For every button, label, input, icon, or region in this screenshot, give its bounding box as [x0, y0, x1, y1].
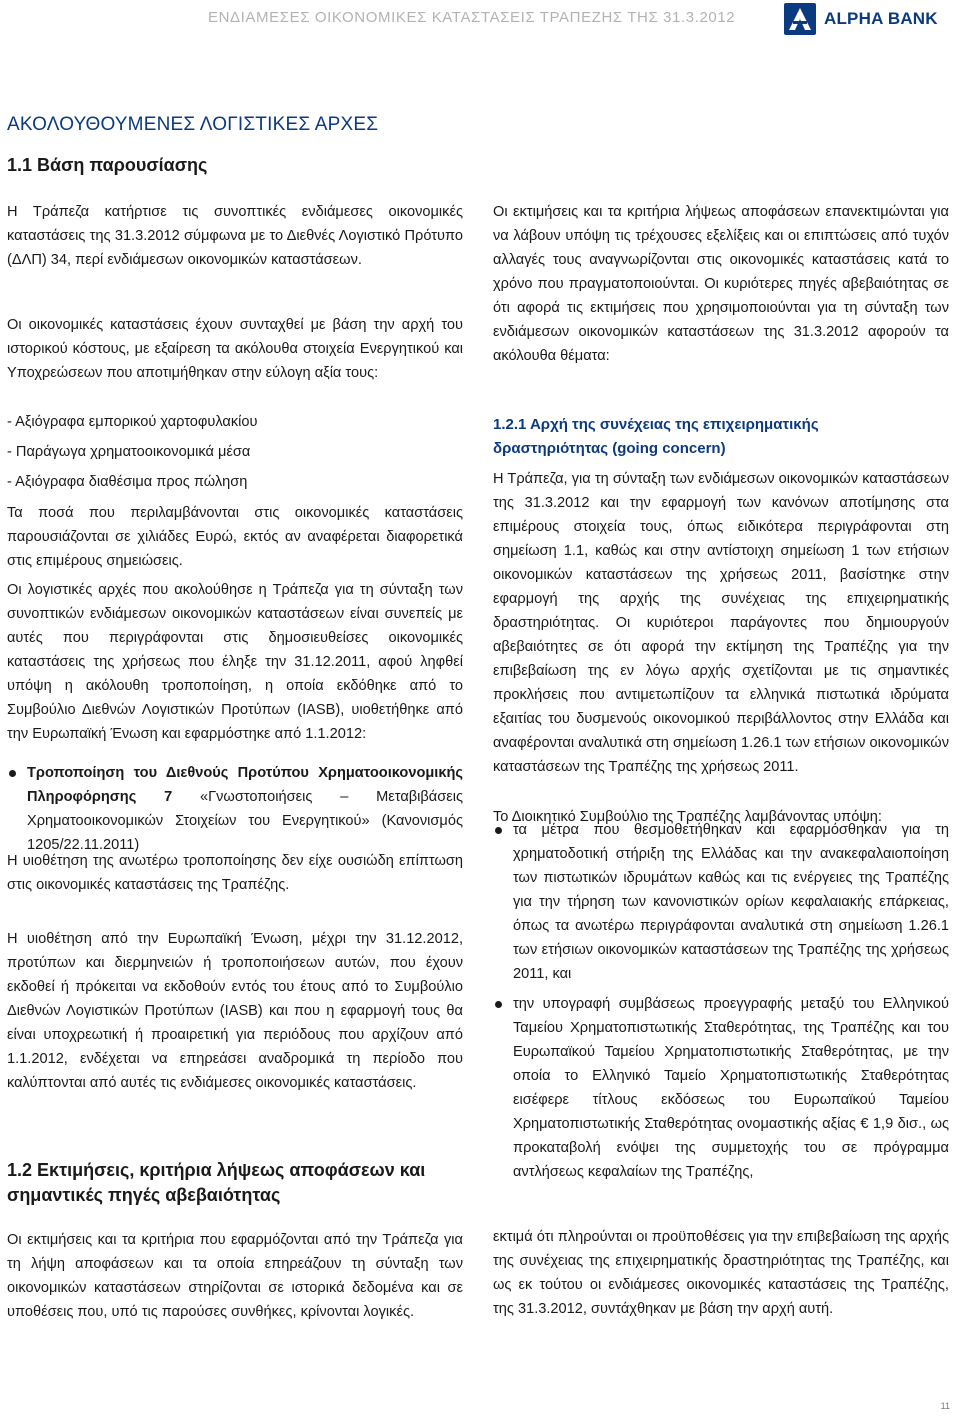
alpha-bank-logo-icon	[784, 3, 816, 35]
paragraph-estimates: Οι εκτιμήσεις και τα κριτήρια που εφαρμόζονται από την Τράπεζα για τη λήψη αποφάσεων και τα οποία επηρεάζουν τη σύνταξη των οικονομικών καταστάσεων στηρίζονται σε ιστορικά δεδομένα και σε υποθέσεις που, υπό τις παρούσες συνθήκες, κρίνονται λογικές.	[7, 1231, 463, 1320]
list-item-derivatives: - Παράγωγα χρηματοοικονομικά μέσα	[7, 443, 251, 460]
bullet-subscription-text: την υπογραφή συμβάσεως προεγγραφής μεταξύ του Ελληνικού Ταμείου Χρηματοπιστωτικής Σταθερότητας, της Τραπέζης και του Ευρωπαϊκού Ταμείου Χρηματοπιστωτικής Σταθερότητας, με την οποία το Ελληνικό Ταμείο Χρηματοπιστωτικής Σταθερότητας εισέφερε τίτλους εκδόσεως του Ευρωπαϊκού Ταμείου Χρηματοπιστωτικής Σταθερότητας ονομαστικής αξίας € 1,9 δισ., ως προκαταβολή ενόψει της συμμετοχής του σε πρόγραμμα αντλήσεως κεφαλαίων της Τραπέζης,	[513, 996, 949, 1180]
bullet-icon	[495, 1001, 502, 1008]
bullet-measures-text: τα μέτρα που θεσμοθετήθηκαν και εφαρμόσθηκαν για τη χρηματοδοτική στήριξη της Ελλάδας και την ανακεφαλαιοποίηση των πιστωτικών ιδρυμάτων καθώς και τις ενέργειες της Τραπέζης για την τήρηση των κανονιστικών ορίων κεφαλαιακής επάρκειας, όπως τα ανωτέρω περιγράφονται αναλυτικά στη σημείωση 1.26.1 των ετήσιων οικονομικών καταστάσεων της Τραπέζης της χρήσεως 2011, και	[513, 822, 949, 982]
paragraph-going-concern: Η Τράπεζα, για τη σύνταξη των ενδιάμεσων οικονομικών καταστάσεων της 31.3.2012 και την εφαρμογή των κανόνων αποτίμησης στα επιμέρους στοιχεία τους, όπως ειδικότερα περιγράφονται στη σημείωση 1.1, καθώς και στην αντίστοιχη σημείωση 1 των ετήσιων οικονομικών καταστάσεων της χρήσεως 2011, βασίστηκε στην εφαρμογή της αρχής της συνέχειας της επιχειρηματικής δραστηριότητας. Οι κυριότεροι παράγοντες που δημιουργούν αβεβαιότητες σε ότι αφορά την εκτίμηση της Τραπέζης για την επιβεβαίωση της εν λόγω αρχής σχετίζονται με τις σημαντικές προκλήσεις που αντιμετωπίζουν τα ελληνικά πιστωτικά ιδρύματα εξαιτίας του δυσμενούς οικονομικού περιβάλλοντος στην Ελλάδα και αναφέρονται αναλυτικά στη σημείωση 1.26.1 των ετήσιων οικονομικών καταστάσεων της Τραπέζης της χρήσεως 2011.	[493, 470, 949, 775]
bullet-icon	[9, 770, 16, 777]
paragraph-adoption-impact: Η υιοθέτηση της ανωτέρω τροποποίησης δεν είχε ουσιώδη επίπτωση στις οικονομικές καταστάσεις της Τραπέζης.	[7, 852, 463, 893]
heading-1-2: 1.2 Εκτιμήσεις, κριτήρια λήψεως αποφάσεων και σημαντικές πηγές αβεβαιότητας	[7, 1160, 426, 1205]
bullet-ifrs7	[7, 761, 463, 857]
header-title: ΕΝΔΙΑΜΕΣΕΣ ΟΙΚΟΝΟΜΙΚΕΣ ΚΑΤΑΣΤΑΣΕΙΣ ΤΡΑΠΕΖΗΣ ΤΗΣ 31.3.2012	[208, 9, 736, 26]
list-item-available-for-sale: - Αξιόγραφα διαθέσιμα προς πώληση	[7, 473, 248, 490]
paragraph-historical-cost: Οι οικονομικές καταστάσεις έχουν συνταχθεί με βάση την αρχή του ιστορικού κόστους, με εξαίρεση τα ακόλουθα στοιχεία Ενεργητικού και Υποχρεώσεων που αποτιμήθηκαν στην εύλογη αξία τους:	[7, 316, 463, 381]
paragraph-conclusion: εκτιμά ότι πληρούνται οι προϋποθέσεις για την επιβεβαίωση της αρχής της συνέχειας της επιχειρηματικής δραστηριότητας της Τραπέζης, και ως εκ τούτου οι ενδιάμεσες οικονομικές καταστάσεις της Τραπέζης, της 31.3.2012, συντάχθηκαν με βάση την αρχή αυτή.	[493, 1228, 949, 1317]
paragraph-amounts: Τα ποσά που περιλαμβάνονται στις οικονομικές καταστάσεις παρουσιάζονται σε χιλιάδες Ευρώ, εκτός αν αναφέρεται διαφορετικά στις επιμέρους σημειώσεις.	[7, 504, 463, 569]
section-title: ΑΚΟΛΟΥΘΟΥΜΕΝΕΣ ΛΟΓΙΣΤΙΚΕΣ ΑΡΧΕΣ	[7, 114, 379, 135]
paragraph-reassessment: Οι εκτιμήσεις και τα κριτήρια λήψεως αποφάσεων επανεκτιμώνται για να λάβουν υπόψη τις τρέχουσες εξελίξεις και οι επιπτώσεις από τυχόν αλλαγές τους αναγνωρίζονται στις οικονομικές καταστάσεις κατά το χρόνο που πραγματοποιούνται. Οι κυριότερες πηγές αβεβαιότητας σε ότι αφορά τις εκτιμήσεις που χρησιμοποιούνται για τη σύνταξη των ενδιάμεσων οικονομικών καταστάσεων της 31.3.2012 αφορούν τα ακόλουθα θέματα:	[493, 203, 949, 364]
page-number: 11	[940, 1401, 950, 1411]
bullet-ifrs7-bold: Τροποποίηση του Διεθνούς Προτύπου Χρηματοοικονομικής Πληροφόρησης 7	[27, 765, 463, 805]
heading-1-2-1: 1.2.1 Αρχή της συνέχειας της επιχειρηματικής δραστηριότητας (going concern)	[493, 416, 819, 457]
paragraph-basis: Η Τράπεζα κατήρτισε τις συνοπτικές ενδιάμεσες οικονομικές καταστάσεις της 31.3.2012 σύμφωνα με το Διεθνές Λογιστικό Πρότυπο (ΔΛΠ) 34, περί ενδιάμεσων οικονομικών καταστάσεων.	[7, 203, 463, 268]
bullet-ifrs7-text: «Γνωστοποιήσεις – Μεταβιβάσεις Χρηματοοικονομικών Στοιχείων του Ενεργητικού» (Κανονισμός 1205/22.11.2011)	[27, 789, 464, 853]
alpha-bank-logo	[784, 2, 938, 36]
bullet-subscription	[493, 992, 949, 1184]
bullet-measures	[493, 818, 949, 986]
bullet-icon	[495, 827, 502, 834]
list-item-trading-securities: - Αξιόγραφα εμπορικού χαρτοφυλακίου	[7, 413, 258, 430]
heading-1-1: 1.1 Βάση παρουσίασης	[7, 155, 208, 175]
logo-text: ALPHA BANK	[824, 9, 938, 28]
paragraph-eu-adoption: Η υιοθέτηση από την Ευρωπαϊκή Ένωση, μέχρι την 31.12.2012, προτύπων και διερμηνειών ή τροποποιήσεων αυτών, που έχουν εκδοθεί ή πρόκειται να εκδοθούν εντός του έτους από το Συμβούλιο Διεθνών Λογιστικών Προτύπων (IASB) και που η εφαρμογή τους θα είναι υποχρεωτική ή προαιρετική για περιόδους που αρχίζουν από 1.1.2012, ενδέχεται να επηρεάσει αναδρομικά τη περίοδο που καλύπτονται από αυτές τις ενδιάμεσες οικονομικές καταστάσεις.	[7, 930, 463, 1091]
paragraph-accounting-policies: Οι λογιστικές αρχές που ακολούθησε η Τράπεζα για τη σύνταξη των συνοπτικών ενδιάμεσων οικονομικών καταστάσεων είναι συνεπείς με αυτές που περιγράφονται στις δημοσιευθείσες οικονομικές καταστάσεις της χρήσεως που έληξε την 31.12.2011, αφού ληφθεί υπόψη η ακόλουθη τροποποίηση, η οποία εκδόθηκε από το Συμβούλιο Διεθνών Λογιστικών Προτύπων (IASB), υιοθετήθηκε από την Ευρωπαϊκή Ένωση και εφαρμόστηκε από 1.1.2012:	[7, 581, 463, 742]
paragraph-board: Το Διοικητικό Συμβούλιο της Τραπέζης λαμβάνοντας υπόψη:	[493, 808, 882, 825]
